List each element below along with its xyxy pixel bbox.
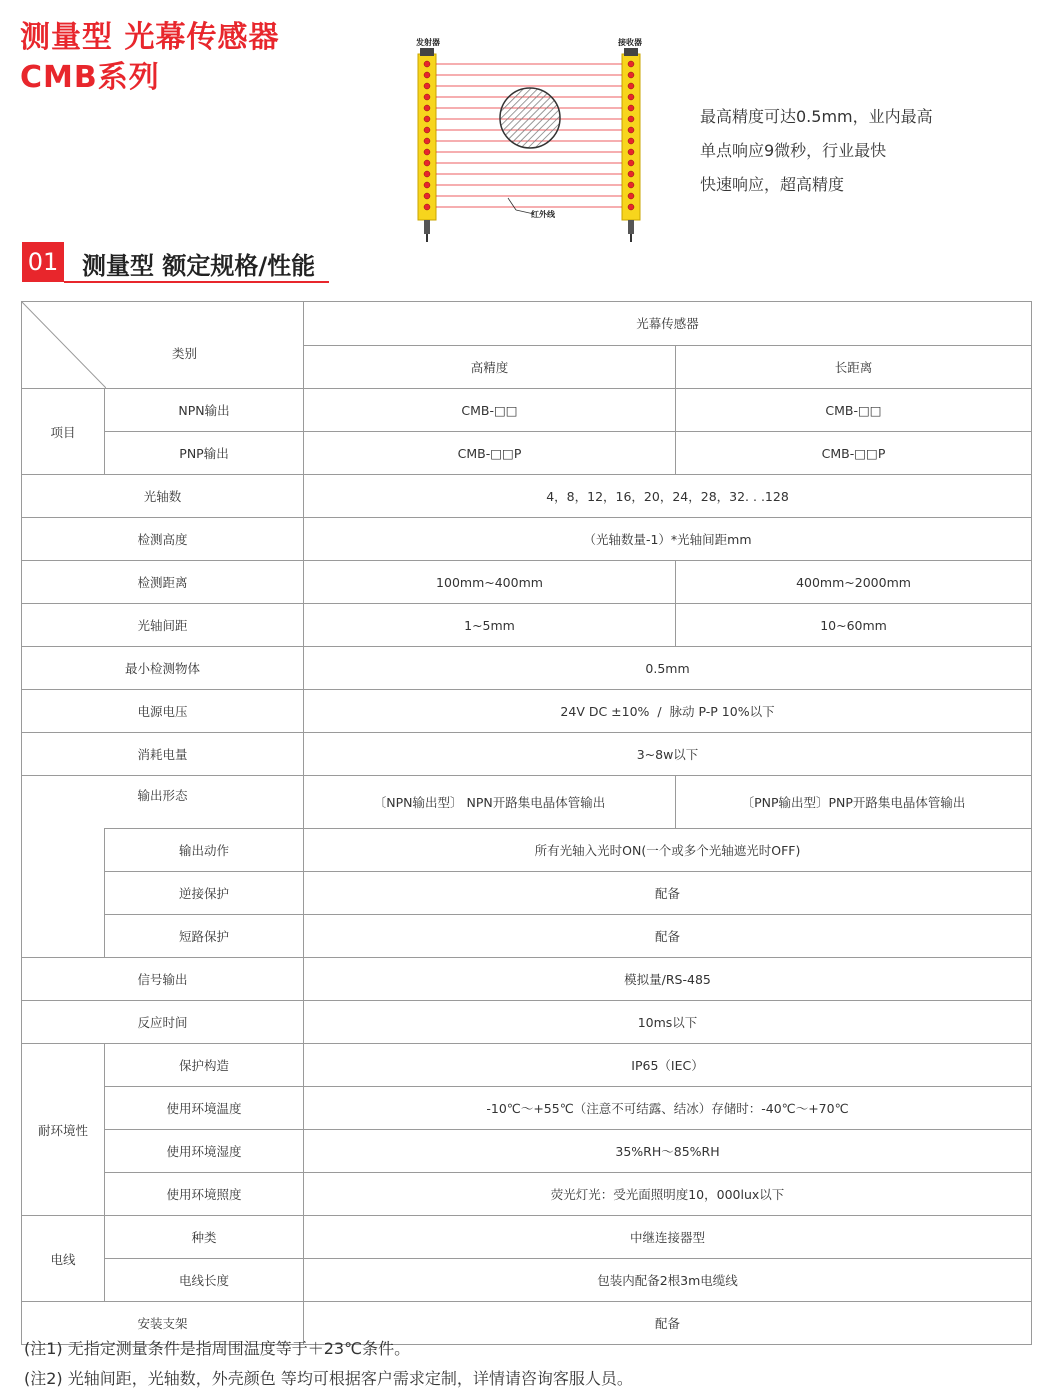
led-indicator [628,127,634,133]
col-high-precision-header: 高精度 [304,345,676,389]
table-row [22,1173,1032,1216]
row-label: 输出形态 [22,776,304,829]
footnotes [24,1336,633,1396]
led-indicator [424,127,430,133]
feature-item: 单点响应9微秒，行业最快 [700,141,887,160]
led-indicator [628,116,634,122]
feature-item: 最高精度可达0.5mm，业内最高 [700,107,933,126]
table-row [22,1259,1032,1302]
row-value: 模拟量/RS-485 [304,958,1032,1001]
row-label: 信号输出 [22,958,304,1001]
led-indicator [424,94,430,100]
table-row [22,915,1032,958]
led-indicator [424,193,430,199]
led-indicator [424,83,430,89]
row-label: 检测距离 [22,561,304,604]
table-row [22,872,1032,915]
row-value-npn: 〔NPN输出型〕 NPN开路集电晶体管输出 [304,776,676,829]
footnote: (注2) 光轴间距，光轴数，外壳颜色 等均可根据客户需求定制，详情请咨询客服人员。 [24,1369,633,1388]
led-indicator [628,105,634,111]
receiver-label: 接收器 [618,38,642,47]
led-indicator [628,160,634,166]
row-label: 保护构造 [105,1044,304,1087]
led-indicator [424,138,430,144]
row-value: 包装内配备2根3m电缆线 [304,1259,1032,1302]
led-indicator [424,182,430,188]
table-row [22,829,1032,872]
corner-diagonal [22,302,106,388]
item-header: 项目 [22,389,105,475]
led-indicator [628,83,634,89]
cable-group-label: 电线 [22,1216,105,1302]
row-label: 电线长度 [105,1259,304,1302]
row-label: 光轴数 [22,475,304,518]
row-label: 安装支架 [22,1302,304,1345]
led-indicator [628,171,634,177]
row-value: 配备 [304,872,1032,915]
table-row [22,604,1032,647]
led-indicator [424,171,430,177]
row-value: 10ms以下 [304,1001,1032,1044]
footnote: (注1) 无指定测量条件是指周围温度等于＋23℃条件。 [24,1339,411,1358]
row-label: 输出动作 [105,829,304,872]
row-label: 种类 [105,1216,304,1259]
row-value: -10℃～+55℃（注意不可结露、结冰）存储时：-40℃～+70℃ [304,1087,1032,1130]
row-label: 电源电压 [22,690,304,733]
row-label: 光轴间距 [22,604,304,647]
npn-label: NPN输出 [105,389,304,432]
led-indicator [424,160,430,166]
led-indicator [628,61,634,67]
table-row [22,647,1032,690]
row-value: 荧光灯光：受光面照明度10，000lux以下 [304,1173,1032,1216]
led-indicator [628,182,634,188]
led-indicator [628,193,634,199]
row-value-pnp: 〔PNP输出型〕PNP开路集电晶体管输出 [676,776,1032,829]
table-row [22,1087,1032,1130]
led-indicator [424,72,430,78]
output-group-spacer [22,829,105,958]
led-indicator [424,61,430,67]
row-value: 24V DC ±10% / 脉动 P-P 10%以下 [304,690,1032,733]
category-header: 类别 [172,346,198,361]
row-value: 3~8w以下 [304,733,1032,776]
section-number: 01 [22,242,64,282]
npn-long-model: CMB-□□ [676,389,1032,432]
table-row [22,1130,1032,1173]
table-row [22,561,1032,604]
row-label: 逆接保护 [105,872,304,915]
row-value: 35%RH～85%RH [304,1130,1032,1173]
table-corner-cell [22,302,304,389]
table-row [22,1044,1032,1087]
row-label: 短路保护 [105,915,304,958]
row-value-long: 10~60mm [676,604,1032,647]
table-row [22,475,1032,518]
row-value: 0.5mm [304,647,1032,690]
row-value: 中继连接器型 [304,1216,1032,1259]
row-value: 配备 [304,1302,1032,1345]
row-value: 所有光轴入光时ON(一个或多个光轴遮光时OFF) [304,829,1032,872]
light-curtain-illustration [408,34,658,246]
row-value-long: 400mm~2000mm [676,561,1032,604]
led-indicator [628,72,634,78]
row-label: 使用环境照度 [105,1173,304,1216]
led-indicator [424,105,430,111]
row-value: 4，8，12，16，20，24，28，32. . .128 [304,475,1032,518]
led-indicator [424,204,430,210]
table-row [22,1001,1032,1044]
row-label: 消耗电量 [22,733,304,776]
section-title: 测量型 额定规格/性能 [82,252,316,280]
table-row [22,776,1032,829]
npn-high-model: CMB-□□ [304,389,676,432]
table-row [22,690,1032,733]
row-value-high: 1~5mm [304,604,676,647]
emitter-label: 发射器 [416,38,440,47]
row-value-high: 100mm~400mm [304,561,676,604]
page-subtitle: CMB系列 [20,60,160,95]
table-row [22,958,1032,1001]
led-indicator [424,116,430,122]
feature-list [700,104,933,206]
light-curtain-diagram [408,34,658,246]
section-underline [64,281,329,283]
pnp-long-model: CMB-□□P [676,432,1032,475]
row-value: IP65（IEC） [304,1044,1032,1087]
row-label: 最小检测物体 [22,647,304,690]
led-indicator [628,204,634,210]
row-label: 使用环境温度 [105,1087,304,1130]
infrared-label: 红外线 [531,210,555,219]
group-header: 光幕传感器 [304,302,1032,346]
pnp-label: PNP输出 [105,432,304,475]
table-row [22,518,1032,561]
page-title: 测量型 光幕传感器 [20,20,280,55]
row-value: （光轴数量-1）*光轴间距mm [304,518,1032,561]
col-long-range-header: 长距离 [676,345,1032,389]
env-group-label: 耐环境性 [22,1044,105,1216]
row-label: 反应时间 [22,1001,304,1044]
feature-item: 快速响应，超高精度 [700,175,845,194]
row-label: 检测高度 [22,518,304,561]
led-indicator [628,138,634,144]
spec-table [21,301,1032,1345]
led-indicator [628,149,634,155]
led-indicator [628,94,634,100]
table-row [22,733,1032,776]
pnp-high-model: CMB-□□P [304,432,676,475]
row-value: 配备 [304,915,1032,958]
row-label: 使用环境湿度 [105,1130,304,1173]
table-row [22,1216,1032,1259]
led-indicator [424,149,430,155]
